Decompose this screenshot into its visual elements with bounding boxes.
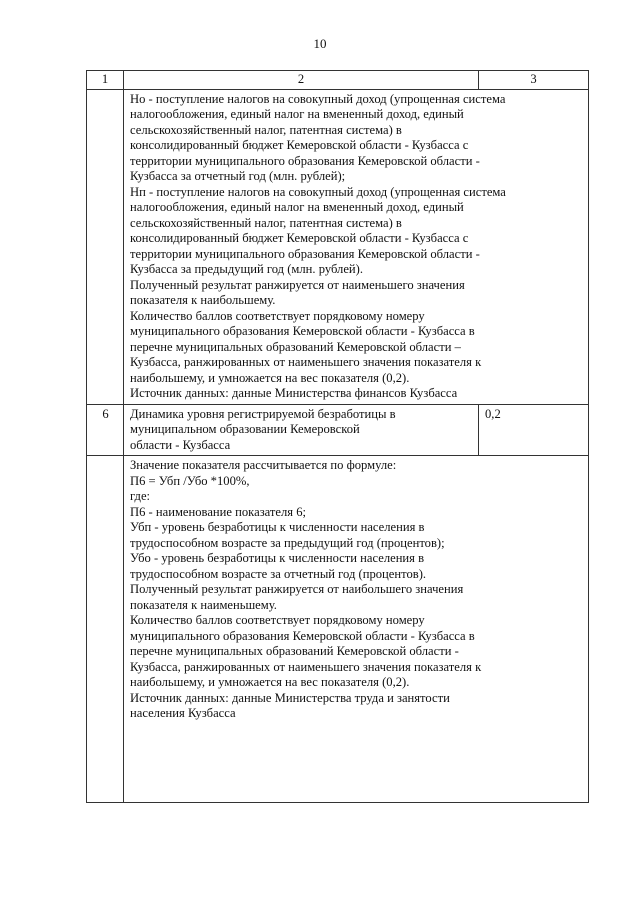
description-line: муниципального образования Кемеровской области - Кузбасса в	[130, 324, 475, 338]
header-col-3: 3	[479, 71, 589, 90]
description-line: Кузбасса за отчетный год (млн. рублей);	[130, 169, 346, 183]
row-number: 6	[87, 404, 124, 456]
description-line: населения Кузбасса	[130, 706, 236, 720]
description-line: показателя к наибольшему.	[130, 293, 276, 307]
description-line: трудоспособном возрасте за отчетный год (процентов).	[130, 566, 427, 581]
description-line: консолидированный бюджет Кемеровской области - Кузбасса с	[130, 231, 469, 245]
indicator-name	[124, 404, 479, 456]
description-line: П6 - наименование показателя 6;	[130, 504, 307, 519]
row-number-empty	[87, 456, 124, 803]
description-line: территории муниципального образования Кемеровской области -	[130, 246, 480, 261]
description-line: Значение показателя рассчитывается по формуле:	[130, 458, 397, 472]
description-line: трудоспособном возрасте за предыдущий год (процентов);	[130, 535, 445, 550]
description-line: консолидированный бюджет Кемеровской области - Кузбасса с	[130, 138, 469, 152]
table-header-row	[87, 71, 589, 90]
description-line: П6 = Убп /Убо *100%,	[130, 473, 250, 488]
description-line: Убп - уровень безработицы к численности населения в	[130, 520, 425, 534]
description-line: Источник данных: данные Министерства финансов Кузбасса	[130, 386, 458, 400]
description-line: Кузбасса за предыдущий год (млн. рублей).	[130, 262, 364, 276]
table-row-indicator-6	[87, 404, 589, 456]
description-line: территории муниципального образования Кемеровской области -	[130, 153, 480, 168]
description-line: наибольшему, и умножается на вес показателя (0,2).	[130, 370, 410, 385]
description-line: наибольшему, и умножается на вес показателя (0,2).	[130, 675, 410, 689]
indicator-5-description	[124, 89, 589, 404]
description-line: сельскохозяйственный налог, патентная система) в	[130, 215, 402, 230]
indicator-name-line: муниципальном образовании Кемеровской	[130, 422, 360, 436]
description-line: Количество баллов соответствует порядковому номеру	[130, 308, 425, 323]
description-line: Нп - поступление налогов на совокупный доход (упрощенная система	[130, 184, 506, 199]
description-line: показателя к наименьшему.	[130, 597, 277, 612]
indicator-name-line: области - Кузбасса	[130, 437, 231, 452]
description-line: Полученный результат ранжируется от наибольшего значения	[130, 582, 464, 596]
criteria-table	[86, 70, 589, 803]
description-line: налогообложения, единый налог на вмененный доход, единый	[130, 200, 464, 214]
indicator-6-description	[124, 456, 589, 803]
row-number-empty	[87, 89, 124, 404]
description-line: сельскохозяйственный налог, патентная система) в	[130, 122, 402, 137]
description-line: муниципального образования Кемеровской области - Кузбасса в	[130, 628, 475, 643]
description-line: Количество баллов соответствует порядковому номеру	[130, 613, 425, 627]
header-col-2: 2	[124, 71, 479, 90]
description-line: Источник данных: данные Министерства труда и занятости	[130, 690, 450, 705]
description-line: перечне муниципальных образований Кемеровской области -	[130, 644, 459, 658]
header-col-1: 1	[87, 71, 124, 90]
table-row-indicator-6-description	[87, 456, 589, 803]
page-number: 10	[313, 36, 327, 51]
description-line: Полученный результат ранжируется от наименьшего значения	[130, 277, 465, 292]
indicator-name-line: Динамика уровня регистрируемой безработицы в	[130, 406, 396, 421]
description-line: Убо - уровень безработицы к численности населения в	[130, 551, 425, 565]
description-line: перечне муниципальных образований Кемеровской области –	[130, 339, 461, 354]
description-line: налогообложения, единый налог на вмененный доход, единый	[130, 107, 464, 121]
description-line: Кузбасса, ранжированных от наименьшего значения показателя к	[130, 659, 482, 674]
description-line: Кузбасса, ранжированных от наименьшего значения показателя к	[130, 355, 482, 369]
description-line: где:	[130, 489, 151, 503]
table-row-continuation	[87, 89, 589, 404]
description-line: Но - поступление налогов на совокупный доход (упрощенная система	[130, 91, 506, 106]
indicator-weight: 0,2	[479, 404, 589, 456]
